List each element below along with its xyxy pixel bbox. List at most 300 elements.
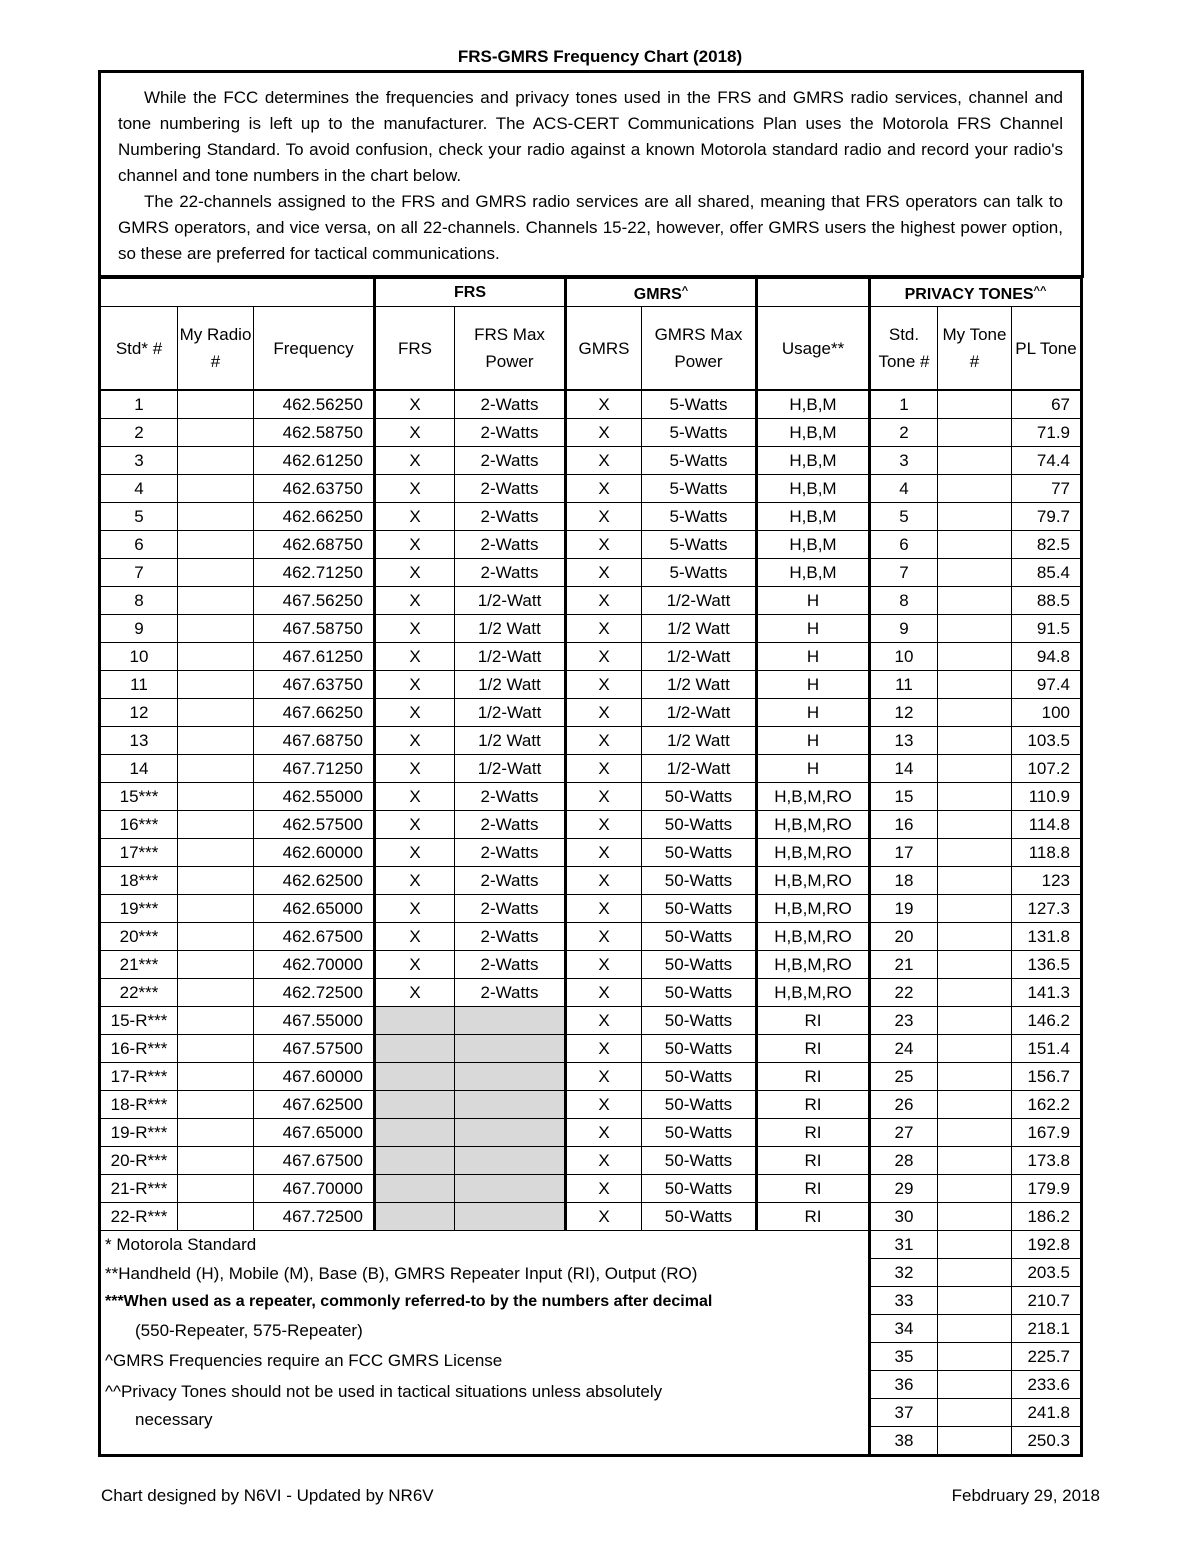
- pl-tone-cell: 103.5: [1012, 727, 1082, 755]
- my-tone-cell[interactable]: [938, 811, 1012, 839]
- gmrs-footnote-mark: ^: [681, 284, 689, 297]
- frequency-cell: 462.63750: [254, 475, 375, 503]
- std-channel-cell: 21***: [100, 951, 178, 979]
- std-tone-cell: 13: [870, 727, 938, 755]
- std-channel-cell: 17-R***: [100, 1063, 178, 1091]
- my-tone-cell[interactable]: [938, 447, 1012, 475]
- gmrs-max-power-cell: 1/2 Watt: [642, 671, 757, 699]
- frequency-cell: 467.65000: [254, 1119, 375, 1147]
- gmrs-cell: X: [566, 643, 642, 671]
- std-tone-cell: 6: [870, 531, 938, 559]
- channel-row: [100, 531, 1082, 559]
- gmrs-cell: X: [566, 951, 642, 979]
- my-tone-cell[interactable]: [938, 587, 1012, 615]
- gmrs-max-power-cell: 5-Watts: [642, 390, 757, 419]
- my-tone-cell[interactable]: [938, 1287, 1012, 1315]
- frs-cell: [375, 1035, 455, 1063]
- col-header-gmrs: GMRS: [566, 307, 642, 391]
- usage-cell: H: [757, 643, 870, 671]
- gmrs-max-power-cell: 50-Watts: [642, 783, 757, 811]
- pl-tone-cell: 179.9: [1012, 1175, 1082, 1203]
- gmrs-cell: X: [566, 783, 642, 811]
- gmrs-max-power-cell: 5-Watts: [642, 419, 757, 447]
- std-tone-cell: 28: [870, 1147, 938, 1175]
- my-radio-cell[interactable]: [178, 615, 254, 643]
- std-channel-cell: 21-R***: [100, 1175, 178, 1203]
- frequency-cell: 467.71250: [254, 755, 375, 783]
- frs-cell: X: [375, 839, 455, 867]
- gmrs-cell: X: [566, 1091, 642, 1119]
- frs-cell: X: [375, 867, 455, 895]
- gmrs-max-power-cell: 50-Watts: [642, 951, 757, 979]
- col-header-frs-max-power: FRS Max Power: [455, 307, 566, 391]
- std-channel-cell: 1: [100, 390, 178, 419]
- channel-row: [100, 923, 1082, 951]
- channel-row: [100, 1175, 1082, 1203]
- usage-cell: RI: [757, 1035, 870, 1063]
- my-tone-cell[interactable]: [938, 1371, 1012, 1399]
- pl-tone-cell: 77: [1012, 475, 1082, 503]
- my-radio-cell[interactable]: [178, 1007, 254, 1035]
- gmrs-max-power-cell: 50-Watts: [642, 1091, 757, 1119]
- frs-max-power-cell: [455, 1175, 566, 1203]
- my-tone-cell[interactable]: [938, 951, 1012, 979]
- gmrs-cell: X: [566, 699, 642, 727]
- channel-row: [100, 390, 1082, 419]
- channel-row: [100, 643, 1082, 671]
- frequency-cell: 467.61250: [254, 643, 375, 671]
- my-radio-cell[interactable]: [178, 531, 254, 559]
- my-tone-cell[interactable]: [938, 1147, 1012, 1175]
- my-radio-cell[interactable]: [178, 1119, 254, 1147]
- frs-cell: [375, 1203, 455, 1231]
- frs-max-power-cell: [455, 1091, 566, 1119]
- usage-cell: H,B,M,RO: [757, 895, 870, 923]
- usage-cell: H,B,M,RO: [757, 783, 870, 811]
- gmrs-cell: X: [566, 1035, 642, 1063]
- std-channel-cell: 5: [100, 503, 178, 531]
- std-channel-cell: 2: [100, 419, 178, 447]
- usage-cell: H,B,M,RO: [757, 979, 870, 1007]
- pl-tone-cell: 67: [1012, 390, 1082, 419]
- std-tone-cell: 5: [870, 503, 938, 531]
- usage-cell: H,B,M: [757, 447, 870, 475]
- my-radio-cell[interactable]: [178, 1175, 254, 1203]
- pl-tone-cell: 127.3: [1012, 895, 1082, 923]
- pl-tone-cell: 123: [1012, 867, 1082, 895]
- frequency-cell: 467.70000: [254, 1175, 375, 1203]
- gmrs-max-power-cell: 1/2-Watt: [642, 587, 757, 615]
- channel-row: [100, 475, 1082, 503]
- frequency-cell: 467.66250: [254, 699, 375, 727]
- channel-row: [100, 615, 1082, 643]
- pl-tone-cell: 114.8: [1012, 811, 1082, 839]
- frs-cell: X: [375, 727, 455, 755]
- gmrs-max-power-cell: 50-Watts: [642, 1007, 757, 1035]
- footnote-repeater-example: (550-Repeater, 575-Repeater): [135, 1320, 363, 1340]
- std-channel-cell: 17***: [100, 839, 178, 867]
- col-header-pl-tone: PL Tone: [1012, 307, 1082, 391]
- std-tone-cell: 27: [870, 1119, 938, 1147]
- frs-cell: X: [375, 895, 455, 923]
- my-radio-cell[interactable]: [178, 1063, 254, 1091]
- my-tone-cell[interactable]: [938, 783, 1012, 811]
- gmrs-max-power-cell: 50-Watts: [642, 1119, 757, 1147]
- my-tone-cell[interactable]: [938, 1259, 1012, 1287]
- frequency-cell: 467.56250: [254, 587, 375, 615]
- frs-max-power-cell: [455, 1203, 566, 1231]
- my-tone-cell[interactable]: [938, 839, 1012, 867]
- frs-max-power-cell: 2-Watts: [455, 923, 566, 951]
- gmrs-max-power-cell: 50-Watts: [642, 811, 757, 839]
- frs-max-power-cell: 2-Watts: [455, 867, 566, 895]
- my-tone-cell[interactable]: [938, 979, 1012, 1007]
- gmrs-max-power-cell: 50-Watts: [642, 923, 757, 951]
- frs-max-power-cell: 2-Watts: [455, 447, 566, 475]
- std-tone-cell: 29: [870, 1175, 938, 1203]
- channel-row: [100, 979, 1082, 1007]
- frs-cell: X: [375, 755, 455, 783]
- usage-cell: RI: [757, 1091, 870, 1119]
- gmrs-cell: X: [566, 615, 642, 643]
- std-tone-cell: 16: [870, 811, 938, 839]
- std-channel-cell: 6: [100, 531, 178, 559]
- my-radio-cell[interactable]: [178, 671, 254, 699]
- my-radio-cell[interactable]: [178, 1091, 254, 1119]
- privacy-footnote-mark: ^^: [1033, 284, 1047, 297]
- frs-cell: X: [375, 475, 455, 503]
- pl-tone-cell: 218.1: [1012, 1315, 1082, 1343]
- my-radio-cell[interactable]: [178, 447, 254, 475]
- gmrs-cell: X: [566, 1063, 642, 1091]
- my-tone-cell[interactable]: [938, 1175, 1012, 1203]
- gmrs-cell: X: [566, 419, 642, 447]
- my-radio-cell[interactable]: [178, 643, 254, 671]
- std-channel-cell: 16-R***: [100, 1035, 178, 1063]
- usage-cell: H,B,M,RO: [757, 811, 870, 839]
- channel-row: [100, 783, 1082, 811]
- channel-row: [100, 447, 1082, 475]
- my-radio-cell[interactable]: [178, 867, 254, 895]
- usage-cell: RI: [757, 1007, 870, 1035]
- gmrs-cell: X: [566, 1119, 642, 1147]
- pl-tone-cell: 85.4: [1012, 559, 1082, 587]
- std-tone-cell: 11: [870, 671, 938, 699]
- std-channel-cell: 19-R***: [100, 1119, 178, 1147]
- pl-tone-cell: 167.9: [1012, 1119, 1082, 1147]
- gmrs-max-power-cell: 50-Watts: [642, 1175, 757, 1203]
- my-radio-cell[interactable]: [178, 979, 254, 1007]
- my-radio-cell[interactable]: [178, 1203, 254, 1231]
- my-tone-cell[interactable]: [938, 895, 1012, 923]
- my-tone-cell[interactable]: [938, 643, 1012, 671]
- my-tone-cell[interactable]: [938, 699, 1012, 727]
- std-channel-cell: 22***: [100, 979, 178, 1007]
- my-radio-cell[interactable]: [178, 390, 254, 419]
- frequency-cell: 462.66250: [254, 503, 375, 531]
- my-tone-cell[interactable]: [938, 1343, 1012, 1371]
- std-tone-cell: 14: [870, 755, 938, 783]
- frequency-cell: 467.72500: [254, 1203, 375, 1231]
- frs-max-power-cell: 2-Watts: [455, 475, 566, 503]
- std-tone-cell: 7: [870, 559, 938, 587]
- my-tone-cell[interactable]: [938, 1119, 1012, 1147]
- pl-tone-cell: 192.8: [1012, 1231, 1082, 1259]
- gmrs-cell: X: [566, 447, 642, 475]
- col-header-std: Std* #: [100, 307, 178, 391]
- usage-cell: H,B,M,RO: [757, 923, 870, 951]
- my-tone-cell[interactable]: [938, 1315, 1012, 1343]
- my-tone-cell[interactable]: [938, 531, 1012, 559]
- my-radio-cell[interactable]: [178, 419, 254, 447]
- footnote-usage-legend: **Handheld (H), Mobile (M), Base (B), GMRS Repeater Input (RI), Output (RO): [105, 1263, 698, 1283]
- frs-cell: [375, 1119, 455, 1147]
- group-header-frs-label: FRS: [454, 284, 486, 301]
- group-header-frs: [375, 279, 566, 307]
- pl-tone-cell: 110.9: [1012, 783, 1082, 811]
- my-tone-cell[interactable]: [938, 1007, 1012, 1035]
- std-channel-cell: 20***: [100, 923, 178, 951]
- channel-row: [100, 1147, 1082, 1175]
- frequency-cell: 462.56250: [254, 390, 375, 419]
- gmrs-cell: X: [566, 895, 642, 923]
- frequency-cell: 467.60000: [254, 1063, 375, 1091]
- std-tone-cell: 9: [870, 615, 938, 643]
- channel-row: [100, 839, 1082, 867]
- std-tone-cell: 3: [870, 447, 938, 475]
- my-radio-cell[interactable]: [178, 699, 254, 727]
- my-radio-cell[interactable]: [178, 1147, 254, 1175]
- my-tone-cell[interactable]: [938, 1427, 1012, 1456]
- std-tone-cell: 25: [870, 1063, 938, 1091]
- my-tone-cell[interactable]: [938, 419, 1012, 447]
- pl-tone-cell: 82.5: [1012, 531, 1082, 559]
- pl-tone-cell: 162.2: [1012, 1091, 1082, 1119]
- frequency-cell: 467.57500: [254, 1035, 375, 1063]
- pl-tone-cell: 100: [1012, 699, 1082, 727]
- pl-tone-cell: 173.8: [1012, 1147, 1082, 1175]
- my-radio-cell[interactable]: [178, 727, 254, 755]
- std-tone-cell: 23: [870, 1007, 938, 1035]
- std-channel-cell: 9: [100, 615, 178, 643]
- channel-row: [100, 867, 1082, 895]
- my-tone-cell[interactable]: [938, 727, 1012, 755]
- group-header-usage-empty: [757, 279, 870, 307]
- frs-cell: X: [375, 923, 455, 951]
- std-tone-cell: 22: [870, 979, 938, 1007]
- my-tone-cell[interactable]: [938, 1063, 1012, 1091]
- channel-row: [100, 1063, 1082, 1091]
- my-tone-cell[interactable]: [938, 503, 1012, 531]
- footer-date: Febdruary 29, 2018: [951, 1486, 1100, 1505]
- frequency-cell: 462.65000: [254, 895, 375, 923]
- pl-tone-cell: 131.8: [1012, 923, 1082, 951]
- frs-cell: [375, 1091, 455, 1119]
- my-tone-cell[interactable]: [938, 1035, 1012, 1063]
- std-channel-cell: 13: [100, 727, 178, 755]
- gmrs-max-power-cell: 5-Watts: [642, 531, 757, 559]
- std-tone-cell: 35: [870, 1343, 938, 1371]
- pl-tone-cell: 136.5: [1012, 951, 1082, 979]
- frs-max-power-cell: [455, 1035, 566, 1063]
- std-tone-cell: 32: [870, 1259, 938, 1287]
- gmrs-cell: X: [566, 559, 642, 587]
- std-channel-cell: 7: [100, 559, 178, 587]
- usage-cell: H,B,M: [757, 390, 870, 419]
- my-tone-cell[interactable]: [938, 559, 1012, 587]
- gmrs-cell: X: [566, 475, 642, 503]
- channel-row: [100, 671, 1082, 699]
- std-tone-cell: 38: [870, 1427, 938, 1456]
- intro-paragraph-1: While the FCC determines the frequencies and privacy tones used in the FRS and GMRS radio services, channel and tone numbering is left up to the manufacturer. The ACS-CERT Communications Plan uses the Motorola FRS Channel Numbering Standard. To avoid confusion, check your radio against a known Motorola standard radio and record your radio's channel and tone numbers in the chart below.: [118, 88, 1063, 185]
- gmrs-max-power-cell: 50-Watts: [642, 839, 757, 867]
- frs-cell: [375, 1147, 455, 1175]
- frs-max-power-cell: 2-Watts: [455, 390, 566, 419]
- frs-max-power-cell: 1/2 Watt: [455, 727, 566, 755]
- my-radio-cell[interactable]: [178, 951, 254, 979]
- std-tone-cell: 19: [870, 895, 938, 923]
- group-header-empty: [100, 279, 375, 307]
- frs-cell: X: [375, 531, 455, 559]
- my-tone-cell[interactable]: [938, 1231, 1012, 1259]
- usage-cell: H: [757, 671, 870, 699]
- my-radio-cell[interactable]: [178, 783, 254, 811]
- std-channel-cell: 18***: [100, 867, 178, 895]
- my-tone-cell[interactable]: [938, 1399, 1012, 1427]
- gmrs-cell: X: [566, 727, 642, 755]
- gmrs-cell: X: [566, 531, 642, 559]
- pl-tone-cell: 79.7: [1012, 503, 1082, 531]
- my-radio-cell[interactable]: [178, 475, 254, 503]
- channel-row: [100, 951, 1082, 979]
- my-radio-cell[interactable]: [178, 755, 254, 783]
- std-channel-cell: 11: [100, 671, 178, 699]
- usage-cell: RI: [757, 1119, 870, 1147]
- frequency-cell: 462.55000: [254, 783, 375, 811]
- frequency-cell: 462.57500: [254, 811, 375, 839]
- my-radio-cell[interactable]: [178, 503, 254, 531]
- group-header-gmrs: [566, 279, 757, 307]
- frs-max-power-cell: 2-Watts: [455, 531, 566, 559]
- intro-paragraph-2: The 22-channels assigned to the FRS and GMRS radio services are all shared, meaning that FRS operators can talk to GMRS operators, and vice versa, on all 22-channels. Channels 15-22, however, offer GMRS users the highest power option, so these are preferred for tactical communications.: [118, 192, 1063, 263]
- frequency-cell: 462.68750: [254, 531, 375, 559]
- pl-tone-cell: 151.4: [1012, 1035, 1082, 1063]
- gmrs-max-power-cell: 50-Watts: [642, 979, 757, 1007]
- my-radio-cell[interactable]: [178, 923, 254, 951]
- footnote-motorola-standard: * Motorola Standard: [105, 1235, 257, 1254]
- my-tone-cell[interactable]: [938, 1091, 1012, 1119]
- std-tone-cell: 30: [870, 1203, 938, 1231]
- my-radio-cell[interactable]: [178, 587, 254, 615]
- gmrs-cell: X: [566, 390, 642, 419]
- pl-tone-cell: 186.2: [1012, 1203, 1082, 1231]
- std-channel-cell: 19***: [100, 895, 178, 923]
- channel-row: [100, 1035, 1082, 1063]
- my-radio-cell[interactable]: [178, 839, 254, 867]
- my-tone-cell[interactable]: [938, 923, 1012, 951]
- channel-row: [100, 1007, 1082, 1035]
- usage-cell: H: [757, 755, 870, 783]
- frequency-cell: 467.68750: [254, 727, 375, 755]
- group-header-privacy-label: PRIVACY TONES: [904, 285, 1034, 303]
- my-tone-cell[interactable]: [938, 755, 1012, 783]
- frs-cell: X: [375, 811, 455, 839]
- channel-row: [100, 1091, 1082, 1119]
- col-header-std-tone: Std. Tone #: [870, 307, 938, 391]
- gmrs-max-power-cell: 5-Watts: [642, 447, 757, 475]
- usage-cell: H: [757, 587, 870, 615]
- frs-cell: X: [375, 951, 455, 979]
- frs-max-power-cell: 2-Watts: [455, 951, 566, 979]
- frs-cell: X: [375, 643, 455, 671]
- frequency-cell: 462.62500: [254, 867, 375, 895]
- footer-credit: Chart designed by N6VI - Updated by NR6V: [101, 1486, 434, 1505]
- frequency-cell: 467.58750: [254, 615, 375, 643]
- std-tone-cell: 20: [870, 923, 938, 951]
- page-title: FRS-GMRS Frequency Chart (2018): [457, 47, 743, 66]
- channel-row: [100, 1203, 1082, 1231]
- usage-cell: H,B,M: [757, 531, 870, 559]
- gmrs-cell: X: [566, 671, 642, 699]
- frequency-cell: 467.67500: [254, 1147, 375, 1175]
- gmrs-cell: X: [566, 755, 642, 783]
- my-radio-cell[interactable]: [178, 559, 254, 587]
- pl-tone-cell: 233.6: [1012, 1371, 1082, 1399]
- my-radio-cell[interactable]: [178, 811, 254, 839]
- my-radio-cell[interactable]: [178, 895, 254, 923]
- usage-cell: H,B,M: [757, 475, 870, 503]
- gmrs-cell: X: [566, 503, 642, 531]
- usage-cell: H,B,M: [757, 419, 870, 447]
- channel-row: [100, 587, 1082, 615]
- gmrs-max-power-cell: 50-Watts: [642, 1063, 757, 1091]
- my-tone-cell[interactable]: [938, 671, 1012, 699]
- my-tone-cell[interactable]: [938, 615, 1012, 643]
- my-tone-cell[interactable]: [938, 475, 1012, 503]
- my-tone-cell[interactable]: [938, 390, 1012, 419]
- pl-tone-cell: 241.8: [1012, 1399, 1082, 1427]
- frequency-cell: 462.71250: [254, 559, 375, 587]
- frs-max-power-cell: 1/2 Watt: [455, 615, 566, 643]
- frs-cell: X: [375, 783, 455, 811]
- frs-cell: X: [375, 699, 455, 727]
- gmrs-cell: X: [566, 1007, 642, 1035]
- frs-max-power-cell: [455, 1007, 566, 1035]
- col-header-gmrs-max-power: GMRS Max Power: [642, 307, 757, 391]
- gmrs-cell: X: [566, 811, 642, 839]
- channel-row: [100, 699, 1082, 727]
- std-channel-cell: 20-R***: [100, 1147, 178, 1175]
- std-tone-cell: 34: [870, 1315, 938, 1343]
- gmrs-cell: X: [566, 587, 642, 615]
- col-header-frequency: Frequency: [254, 307, 375, 391]
- usage-cell: H,B,M: [757, 559, 870, 587]
- footnote-gmrs-license: ^GMRS Frequencies require an FCC GMRS License: [105, 1351, 503, 1370]
- std-tone-cell: 18: [870, 867, 938, 895]
- usage-cell: H: [757, 727, 870, 755]
- my-tone-cell[interactable]: [938, 1203, 1012, 1231]
- my-radio-cell[interactable]: [178, 1035, 254, 1063]
- frs-max-power-cell: 2-Watts: [455, 839, 566, 867]
- std-channel-cell: 15-R***: [100, 1007, 178, 1035]
- gmrs-cell: X: [566, 923, 642, 951]
- my-tone-cell[interactable]: [938, 867, 1012, 895]
- frequency-cell: 462.70000: [254, 951, 375, 979]
- std-tone-cell: 2: [870, 419, 938, 447]
- gmrs-max-power-cell: 5-Watts: [642, 559, 757, 587]
- std-tone-cell: 21: [870, 951, 938, 979]
- usage-cell: RI: [757, 1063, 870, 1091]
